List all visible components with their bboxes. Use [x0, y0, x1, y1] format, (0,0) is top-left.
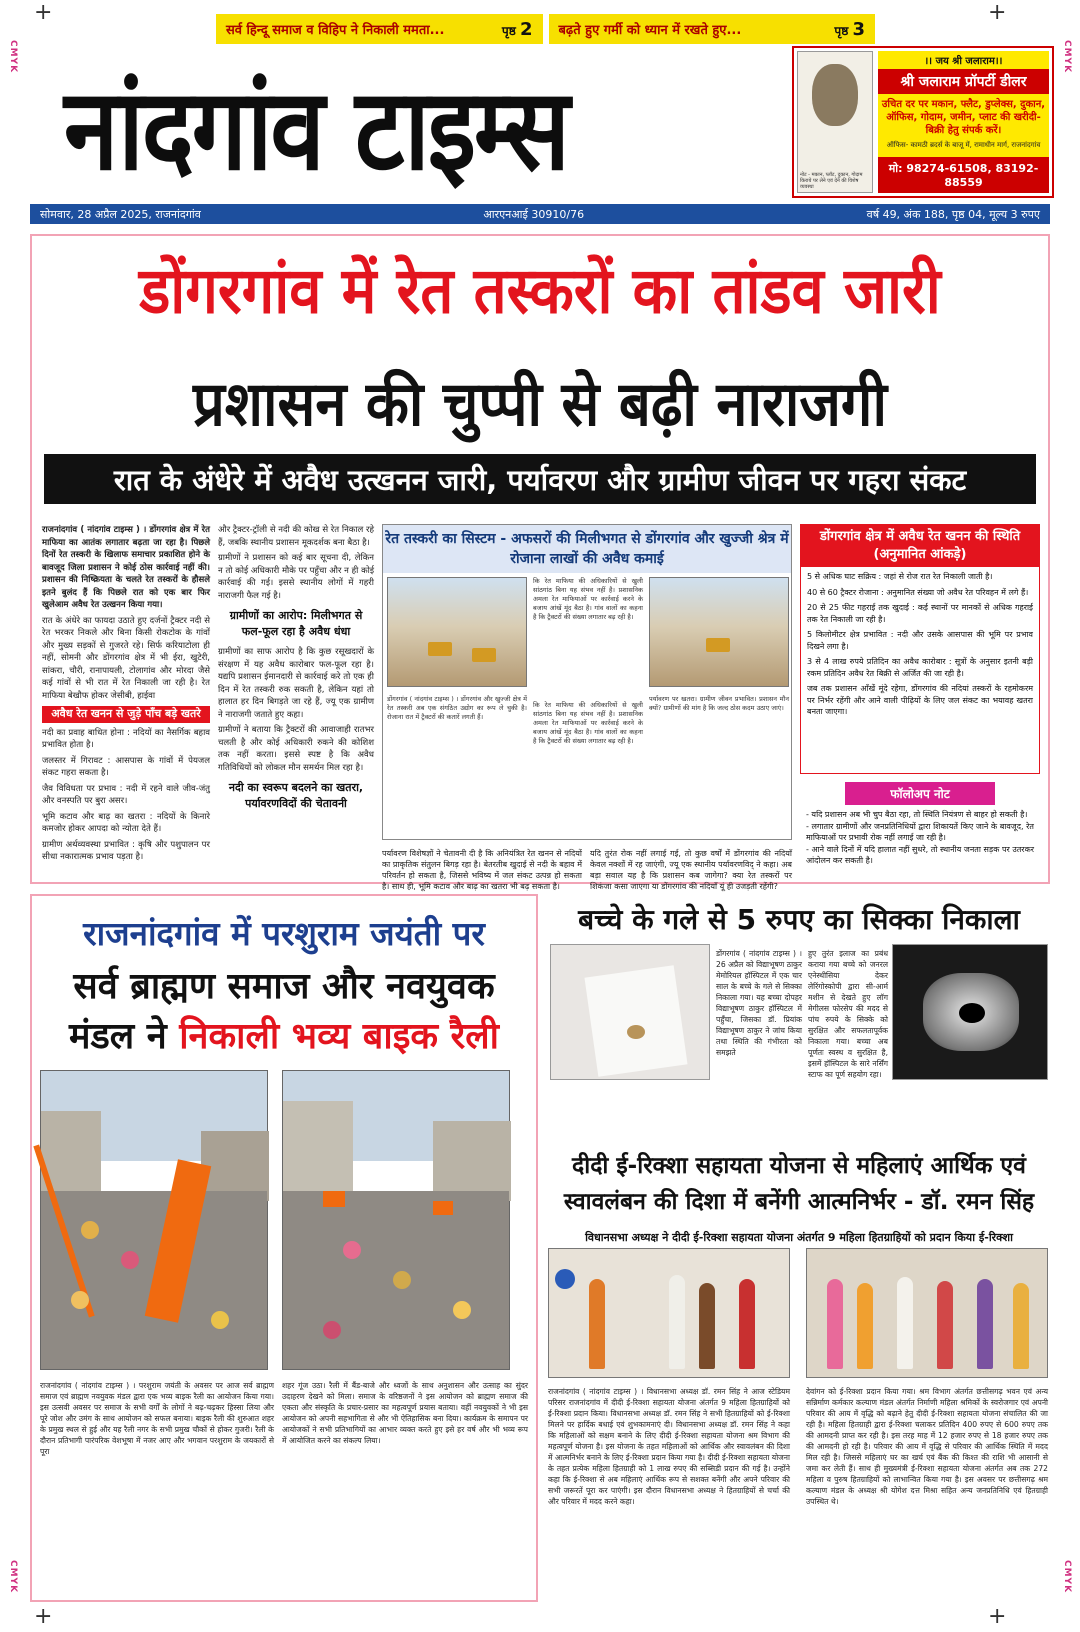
dangers-box-title: अवैध रेत खनन से जुड़े पाँच बड़े खतरे [42, 706, 210, 723]
followup-item: - यदि प्रशासन अब भी चुप बैठा रहा, तो स्थिति नियंत्रण से बाहर हो सकती है। [806, 810, 1028, 819]
danger-3: जैव विविधता पर प्रभाव : नदी में रहने वाले जीव-जंतु और वनस्पति पर बुरा असर। [42, 783, 210, 806]
lead-story [30, 234, 1050, 891]
parshuram-headline-1: राजनांदगांव में परशुराम जयंती पर [83, 914, 485, 953]
newspaper-title: नांदगांव टाइम्स [64, 65, 568, 197]
parshuram-story [30, 894, 538, 1602]
registration-mark-bottom-left: + [34, 1604, 53, 1629]
extracted-coin-photo [550, 944, 710, 1080]
lead-column-mid-2: यदि तुरंत रोक नहीं लगाई गई, तो कुछ वर्षों में डोंगरगांव की नदियाँ केवल नक्शों में रह जाएंगी, ज्यू एक स्थानीय पर्यावरणविद् ने कहा। अब बड़ा सवाल यह है कि प्रशासन कब जागेगा? क्या रेत तस्करों पर शिकंजा कसा जाएगा या डोंगरगांव की नदियाँ यूं ही उजड़ती रहेंगी? [590, 849, 792, 891]
lead-headline: डोंगरगांव में रेत तस्करों का तांडव जारी [139, 252, 941, 328]
stat-item: जब तक प्रशासन आँखें मूंदे रहेगा, डोंगरगांव की नदियां तस्करों के रहमोकरम पर निर्भर रहेंगी और आने वाली पीढ़ियों के लिए जल संकट का भयावह खतरा बनता जाएगा। [807, 684, 1033, 716]
bike-rally-photo-2 [282, 1070, 510, 1370]
cmyk-mark-right: CMYK [1062, 40, 1072, 74]
sand-mining-photo-1 [387, 577, 527, 687]
erickshaw-photo-2 [806, 1248, 1048, 1378]
sand-system-text-2: डोंगरगांव ( नांदगांव टाइम्स ) । डोंगरगांव और खुज्जी क्षेत्र में रेत तस्करी अब एक संगठित उद्योग का रूप ले चुकी है। रोजाना रात में ट्रैक्टरों की कतारें लगती हैं। [387, 695, 527, 721]
lead-col2-subhead1: ग्रामीणों का आरोप: मिलीभगत से फल-फूल रहा है अवैध धंधा [229, 609, 363, 638]
ad-address: ऑफिस- कामठी ब्रदर्स के बाजू में, रामाधीन मार्ग, राजनांदगांव [886, 141, 1041, 149]
lead-column-2 [218, 524, 374, 874]
coin-story [548, 894, 1050, 1142]
lead-col2-para4: ग्रामीणों ने बताया कि ट्रैक्टरों की आवाजाही रातभर चलती है और कोई अधिकारी रुकने की कोशिश तक नहीं करता। इससे स्पष्ट है कि अवैध गतिविधियों को लोकल मौन समर्थन मिल रहा है। [218, 725, 374, 773]
erickshaw-headline: दीदी ई-रिक्शा सहायता योजना से महिलाएं आर्थिक एवं स्वावलंबन की दिशा में बनेंगी आत्मनिर्भर - डॉ. रमन सिंह [563, 1153, 1035, 1215]
statistics-box [800, 524, 1040, 774]
teaser-strip [216, 14, 881, 44]
lead-col2-para1: और ट्रैक्टर-ट्रॉली से नदी की कोख से रेत निकाल रहे हैं, जबकि स्थानीय प्रशासन मूकदर्शक बना बैठा है। [218, 525, 374, 548]
masthead [64, 50, 784, 200]
cmyk-mark-left: CMYK [8, 40, 18, 74]
lead-col2-para2: ग्रामीणों ने प्रशासन को कई बार सूचना दी, लेकिन न तो कोई अधिकारी मौके पर पहुँचा और न ही कोई कार्रवाई की गई। इससे स्थानीय लोगों में गहरी नाराजगी फैल गई है। [218, 553, 374, 601]
rni-number: आरएनआई 30910/76 [483, 207, 585, 221]
sand-system-title: रेत तस्करी का सिस्टम - अफसरों की मिलीभगत से डोंगरगांव और खुज्जी श्रेत्र में रोजाना लाखों की अवैध कमाई [383, 525, 791, 573]
sand-mining-photo-2 [649, 577, 789, 687]
coin-column-1: डोंगरगांव ( नांदगांव टाइम्स ) । 26 अप्रैल को विद्याभूषण ठाकुर मेमोरियल हॉस्पिटल में एक चार साल के बच्चे के गले से सिक्का निकाला गया। यह बच्चा दोपहर विद्याभूषण ठाकुर हॉस्पिटल में पहुँचा, जिसका डॉ. प्रियांक विद्याभूषण ठाकुर ने जांच किया तथा स्थिति की गंभीरता को समझते [716, 949, 802, 1057]
erickshaw-story [548, 1148, 1050, 1602]
stat-item: 3 से 4 लाख रुपये प्रतिदिन का अवैध कारोबार : सूत्रों के अनुसार इतनी बड़ी रकम प्रतिदिन अवैध रेत बिक्री से अर्जित की जा रही है। [807, 657, 1033, 678]
coin-headline: बच्चे के गले से 5 रुपए का सिक्का निकाला [578, 903, 1020, 936]
xray-photo [892, 944, 1048, 1080]
lead-column-1 [42, 524, 210, 874]
danger-1: नदी का प्रवाह बाधित होना : नदियों का नैसर्गिक बहाव प्रभावित होता है। [42, 727, 210, 750]
ad-portrait [797, 51, 873, 193]
ad-business-name: श्री जलाराम प्रॉपर्टी डीलर [878, 69, 1049, 94]
followup-item: - लगातार ग्रामीणों और जनप्रतिनिधियों द्वारा शिकायतें किए जाने के बावजूद, रेत माफियाओं पर प्रभावी रोक नहीं लगाई जा रही है। [806, 821, 1034, 842]
coin-column-2: हुए तुरंत इलाज का प्रबंध कराया गया बच्चे को जनरल एनेस्थीसिया देकर लेरिंगोस्कोपी द्वारा सी-आर्म मशीन से देखते हुए लॉग मेगीलस फोरसेप की मदद से पांच रुपये के सिक्के को सुरक्षित और सफलतापूर्वक निकाला गया। बच्चा अब पूर्णतः स्वस्थ व सुरक्षित है, इसमें हॉस्पिटल के सारे नर्सिंग स्टाफ का पूर्ण सहयोग रहा। [808, 949, 888, 1079]
danger-4: भूमि कटाव और बाढ़ का खतरा : नदियों के किनारे कमजोर होकर आपदा को न्योता देते हैं। [42, 811, 210, 834]
teaser-2[interactable] [549, 14, 876, 44]
lead-col1-para: रात के अंधेरे का फायदा उठाते हुए दर्जनों ट्रैक्टर नदी से रेत भरकर निकले और बिना किसी रोकटोक के गांवों और मुख्य सड़कों से गुजरते रहे। सिर्फ करियाटोला ही नहीं, सोमनी और डोंगरगांव क्षेत्र में भी ईरा, खुटेरी, सांकरा, चौरी, रानापायली, टोलागांव और मोरदा जैसे कई गांवों से भी रात में रेत निकाली जा रही है। रेत माफिया बेखौफ होकर जेसीबी, हाईवा [42, 615, 210, 701]
ad-text-panel [878, 51, 1049, 193]
registration-mark-top-left: + [34, 0, 53, 25]
ad-photo-note: नोट - मकान, प्लॉट, दुकान, गोदाम किराये पर लेने एवं देने की विशेष व्यवस्था [800, 172, 863, 190]
danger-2: जलस्तर में गिरावट : आसपास के गांवों में पेयजल संकट गहरा सकता है। [42, 755, 210, 778]
stat-item: 5 से अधिक घाट सक्रिय : जहां से रोज रात रेत निकाली जाती है। [807, 572, 993, 581]
teaser-2-text: बढ़ते हुए गर्मी को ध्यान में रखते हुए... [558, 23, 742, 38]
bike-rally-photo-1 [40, 1070, 268, 1370]
parshuram-headline-3: मंडल ने निकाली भव्य बाइक रैली [68, 1016, 500, 1057]
stat-item: 40 से 60 ट्रैक्टर रोजाना : अनुमानित संख्या जो अवैध रेत परिवहन में लगे हैं। [807, 587, 1029, 597]
ad-phone: मो: 98274-61508, 83192-88559 [878, 157, 1049, 193]
lead-col1-intro: राजनांदगांव ( नांदगांव टाइम्स ) । डोंगरगांव क्षेत्र में रेत माफिया का आतंक लगातार बढ़ता जा रहा है। पिछले दिनों रेत तस्करी के खिलाफ समाचार प्रकाशित होने के बावजूद जिला प्रशासन ने कोई ठोस कार्रवाई नहीं की। प्रशासन की निष्क्रियता के चलते रेत तस्करों के हौसले इतने बुलंद हैं कि पिछले रात को एक बार फिर खुलेआम अवैध रेत उत्खनन किया गया। [42, 525, 210, 610]
lead-col2-para3: ग्रामीणों का साफ आरोप है कि कुछ रसूखदारों के संरक्षण में यह अवैध कारोबार फल-फूल रहा है। यद्यपि प्रशासन ईमानदारी से कार्रवाई करे तो एक ही दिन में रेत तस्करी रुक सकती है, लेकिन यहां तो हालात हर दिन बिगड़ते जा रहे हैं, ज्यू एक ग्रामीण ने नाराजगी जताते हुए कहा। [218, 647, 374, 720]
teaser-1-page: पृष्ठ 2 [501, 18, 533, 40]
lead-col2-subhead2: नदी का स्वरूप बदलने का खतरा, पर्यावरणविदों की चेतावनी [228, 781, 364, 810]
sand-system-figures: कि रेत माफिया की अधिकारियों से खुली सांठगांठ बिना यह संभव नहीं है। प्रशासनिक अमला रेत माफियाओं पर कार्रवाई करने के बजाय आंखें मूंद बैठा है। गांव वालों का कहना है कि ट्रैक्टरों की संख्या लगातार बढ़ रही है। [533, 701, 643, 745]
ad-description: उचित दर पर मकान, फ्लैट, डुप्लेक्स, दुकान, ऑफिस, गोदाम, जमीन, प्लाट की खरीदी-बिक्री हेतु संपर्क करें। [881, 99, 1046, 136]
issue-date: सोमवार, 28 अप्रैल 2025, राजनांदगांव [40, 207, 201, 221]
erickshaw-column-1: राजनांदगांव ( नांदगांव टाइम्स ) । विधानसभा अध्यक्ष डॉ. रमन सिंह ने आज स्टेडियम परिसर राजनांदगांव में दीदी ई-रिक्शा सहायता योजना अंतर्गत 9 महिला हितग्राहियों को ई-रिक्शा प्रदान किया। विधानसभा अध्यक्ष डॉ. रमन सिंह ने सभी हितग्राहियों को ई-रिक्शा मिलने पर हार्दिक बधाई एवं शुभकामनाएं दी। विधानसभा अध्यक्ष डॉ. रमन सिंह ने कहा कि महिलाओं को सक्षम बनाने के लिए दीदी ई-रिक्शा सहायता योजना श्रम विभाग की महत्वपूर्ण योजना है। इस योजना के तहत महिलाओं को आर्थिक और स्वावलंबन की दिशा में आत्मनिर्भर बनाने के लिए ई-रिक्शा प्रदान किया गया है। दीदी ई-रिक्शा सहायता योजना के तहत प्रत्येक महिला हितग्राही को 1 लाख रुपए की सब्सिडी प्रदान की गई है। उन्होंने कहा कि ई-रिक्शा से अब महिलाएं आर्थिक रूप से सशक्त बनेंगी और अपने परिवार की सभी जरूरतें पूरा कर पाएंगी। इस दौरान विधानसभा अध्यक्ष ने हितग्राहियों से चर्चा की और परिवार में मदद करने कहा। [548, 1387, 790, 1506]
cmyk-mark-bottom-left: CMYK [8, 1560, 18, 1594]
portrait-image [812, 64, 858, 126]
followup-box [800, 782, 1040, 880]
followup-item: - आने वाले दिनों में यदि हालात नहीं सुधरे, तो स्थानीय जनता सड़क पर उतरकर आंदोलन कर सकती है। [806, 844, 1034, 865]
cmyk-mark-bottom-right: CMYK [1062, 1560, 1072, 1594]
followup-title: फॉलोअप नोट [845, 782, 995, 805]
erickshaw-column-2: देवांगन को ई-रिक्शा प्रदान किया गया। श्रम विभाग अंतर्गत छत्तीसगढ़ भवन एवं अन्य सन्निर्माण कर्मकार कल्याण मंडल अंतर्गत निर्माणी महिला श्रमिकों के स्वरोजगार एवं अपनी परिवार की आय में वृद्धि को बढ़ाने हेतु दीदी ई-रिक्शा सहायता योजना संचालित की जा रही है। महिला हितग्राही द्वारा ई-रिक्शा चलाकर प्रतिदिन 400 रुपए से 600 रुपए तक की आमदनी प्राप्त कर रही है। इस तरह माह में 12 हजार रुपए से 18 हजार रुपए तक की आमदनी हो रही है। परिवार की आय में वृद्धि से परिवार की आर्थिक स्थिति में मदद मिल रही है। जिससे महिलाएं घर का खर्च एवं बैंक की किश्त की राशि भी आसानी से जमा कर लेती हैं। साथ ही मुख्यमंत्री ई-रिक्शा सहायता योजना अंतर्गत अब तक 272 महिला व पुरुष हितग्राहियों को लाभान्वित किया गया है। इस अवसर पर छत्तीसगढ़ श्रम कल्याण मंडल के अध्यक्ष श्री योगेश दत्त मिश्रा सहित अन्य जनप्रतिनिधि एवं हितग्राही उपस्थित थे। [806, 1387, 1048, 1506]
erickshaw-photo-1 [548, 1248, 790, 1378]
teaser-2-page: पृष्ठ 3 [834, 18, 865, 40]
statistics-body [801, 567, 1039, 726]
danger-5: ग्रामीण अर्थव्यवस्था प्रभावित : कृषि और पशुपालन पर सीधा नकारात्मक प्रभाव पड़ता है। [42, 839, 210, 862]
teaser-1[interactable] [216, 14, 543, 44]
lead-column-mid-1: पर्यावरण विशेषज्ञों ने चेतावनी दी है कि अनियंत्रित रेत खनन से नदियों का प्राकृतिक संतुलन बिगड़ रहा है। बेतरतीब खुदाई से नदी के बहाव में परिवर्तन हो सकता है, जिससे भविष्य में जल संकट उत्पन्न हो सकता है। साथ ही, भूमि कटाव और बाढ़ का खतरा भी बढ़ सकता है। [382, 849, 582, 891]
date-bar [30, 204, 1050, 224]
parshuram-headline-2: सर्व ब्राह्मण समाज और नवयुवक [73, 966, 495, 1007]
stat-item: 5 किलोमीटर क्षेत्र प्रभावित : नदी और उसके आसपास की भूमि पर प्रभाव दिखने लगा है। [807, 630, 1033, 651]
issue-info: वर्ष 49, अंक 188, पृष्ठ 04, मूल्य 3 रुपए [866, 207, 1040, 221]
registration-mark-bottom-right: + [988, 1604, 1007, 1629]
followup-body [800, 805, 1040, 871]
sand-system-box [382, 524, 792, 840]
property-dealer-ad[interactable] [792, 46, 1054, 198]
registration-mark-top-right: + [988, 0, 1007, 25]
sand-system-text-1: कि रेत माफिया की अधिकारियों से खुली सांठगांठ बिना यह संभव नहीं है। प्रशासनिक अमला रेत माफियाओं पर कार्रवाई करने के बजाय आंखें मूंद बैठा है। गांव वालों का कहना है कि ट्रैक्टरों की संख्या लगातार बढ़ रही है। [533, 577, 643, 621]
parshuram-column-1: राजनांदगांव ( नांदगांव टाइम्स ) । परशुराम जयंती के अवसर पर आज सर्व ब्राह्मण समाज एवं ब्राह्मण नवयुवक मंडल द्वारा एक भव्य बाइक रैली का आयोजन किया गया। इस उत्सवी अवसर पर समाज के सभी वर्गों के लोगों ने बढ़-चढ़कर हिस्सा लिया और पूरे जोश और उमंग के साथ आयोजन को सफल बनाया। बाइक रैली की शुरुआत शहर के प्रमुख स्थल से हुई और यह रैली नगर के सभी प्रमुख चौकों से होकर गुजरी। रैली के दौरान प्रतिभागी पारंपरिक वेशभूषा में नजर आए और भगवान परशुराम के जयकारों से पूरा [40, 1381, 274, 1456]
erickshaw-subheadline: विधानसभा अध्यक्ष ने दीदी ई-रिक्शा सहायता योजना अंतर्गत 9 महिला हितग्राहियों को प्रदान किया ई-रिक्शा [585, 1231, 1013, 1244]
sand-system-text-3: पर्यावरण पर खतरा। ग्रामीण जीवन प्रभावित। प्रशासन मौन क्यों? ग्रामीणों की मांग है कि जल्द ठोस कदम उठाए जाएं। [649, 695, 789, 712]
lead-subheadline: प्रशासन की चुप्पी से बढ़ी नाराजगी [193, 369, 887, 441]
parshuram-column-2: शहर गूंज उठा। रैली में बैंड-बाजे और ध्वजों के साथ अनुशासन और उत्साह का सुंदर उदाहरण देखने को मिला। समाज के वरिष्ठजनों ने इस आयोजन को ब्राह्मण समाज की एकता और संस्कृति के प्रचार-प्रसार का महत्वपूर्ण प्रयास बताया। वहीं नवयुवकों ने भी इस आयोजन को अपनी सहभागिता से और भी ऐतिहासिक बना दिया। कार्यक्रम के समापन पर आयोजकों ने सभी प्रतिभागियों का आभार व्यक्त करते हुए इसे हर वर्ष और भी भव्य रूप में आयोजित करने का संकल्प लिया। [282, 1381, 528, 1445]
teaser-1-text: सर्व हिन्दू समाज व विहिप ने निकाली ममता... [226, 23, 445, 38]
statistics-title: डोंगरगांव क्षेत्र में अवैध रेत खनन की स्थिति (अनुमानित आंकड़े) [801, 525, 1039, 567]
lead-strap: रात के अंधेरे में अवैध उत्खनन जारी, पर्यावरण और ग्रामीण जीवन पर गहरा संकट [44, 454, 1036, 504]
stat-item: 20 से 25 फीट गहराई तक खुदाई : कई स्थानों पर मानकों से अधिक गहराई तक रेत निकाली जा रही है। [807, 603, 1033, 624]
ad-top-line: ।। जय श्री जलाराम।। [924, 56, 1003, 67]
